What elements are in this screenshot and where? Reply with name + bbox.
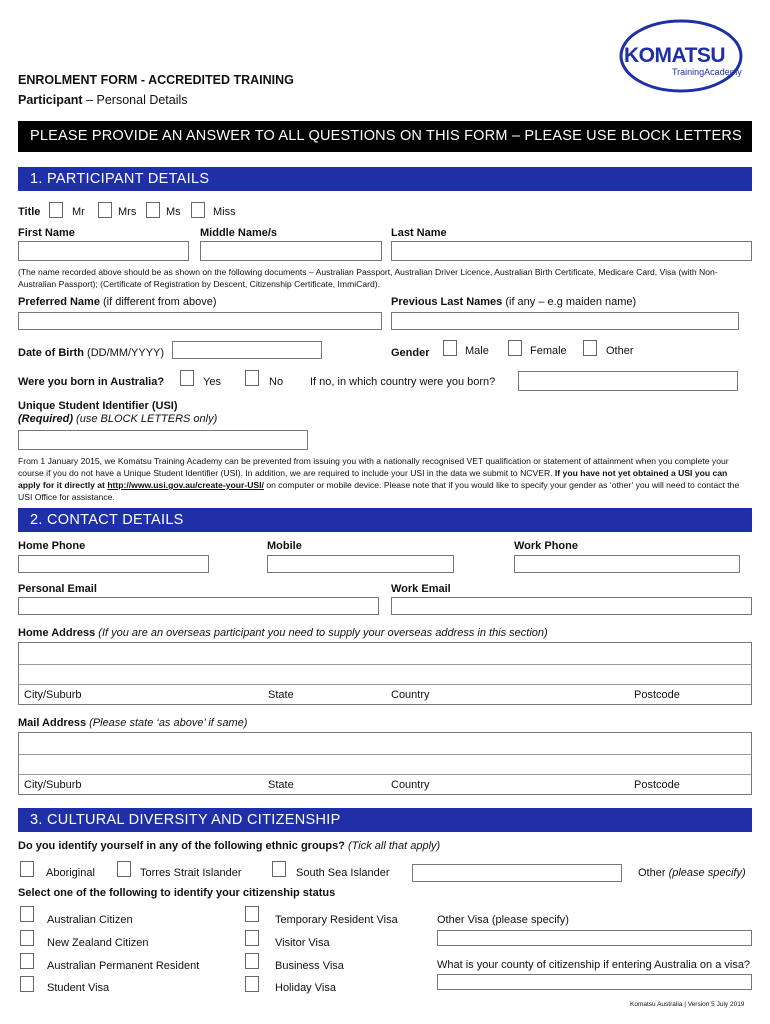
permanent-resident-label: Australian Permanent Resident — [47, 960, 200, 972]
mail-postcode-label: Postcode — [634, 779, 680, 791]
logo-brand: KOMATSU — [624, 44, 726, 67]
home-postcode-label: Postcode — [634, 689, 680, 701]
usi-field[interactable] — [18, 430, 308, 450]
gender-male-label: Male — [465, 345, 489, 357]
temporary-resident-label: Temporary Resident Visa — [275, 914, 398, 926]
home-address-divider-2 — [19, 684, 751, 685]
mail-address-bold: Mail Address — [18, 717, 87, 729]
last-name-label: Last Name — [391, 227, 447, 239]
born-yes-checkbox[interactable] — [180, 370, 194, 386]
mail-city-label: City/Suburb — [24, 779, 82, 791]
usi-text-bold: If you have not yet obtained a USI you can apply for it directly at — [18, 468, 728, 490]
home-address-bold: Home Address — [18, 627, 96, 639]
other-visa-field[interactable] — [437, 930, 752, 946]
ethnic-question-note: (Tick all that apply) — [344, 840, 441, 852]
dob-label — [18, 347, 164, 359]
personal-email-field[interactable] — [18, 597, 379, 615]
work-phone-field[interactable] — [514, 555, 740, 573]
mobile-field[interactable] — [267, 555, 454, 573]
previous-names-label — [391, 296, 636, 308]
komatsu-logo — [618, 18, 744, 94]
australian-citizen-checkbox[interactable] — [20, 906, 34, 922]
usi-title: Unique Student Identifier (USI) — [18, 400, 178, 412]
name-documents-note: (The name recorded above should be as shown on the following documents – Australian Passport, Australian Driver Licence, Australian Birth Certificate, Medicare Card, Visa (with Non-Australian Passport); (Certificate of Registration by Descent, Citizenship Certificate, ImmiCard). — [18, 267, 718, 289]
aboriginal-checkbox[interactable] — [20, 861, 34, 877]
gender-female-label: Female — [530, 345, 567, 357]
mail-address-divider — [19, 754, 751, 755]
citizenship-country-question: What is your county of citizenship if entering Australia on a visa? — [437, 959, 751, 971]
preferred-name-label — [18, 296, 217, 308]
permanent-resident-checkbox[interactable] — [20, 953, 34, 969]
form-title: ENROLMENT FORM - ACCREDITED TRAINING — [18, 73, 294, 87]
preferred-name-field[interactable] — [18, 312, 382, 330]
section-2-heading: 2. CONTACT DETAILS — [18, 508, 752, 532]
title-ms-label: Ms — [166, 206, 181, 218]
dob-field[interactable] — [172, 341, 322, 359]
nz-citizen-label: New Zealand Citizen — [47, 937, 149, 949]
personal-email-label: Personal Email — [18, 583, 97, 595]
mail-country-label: Country — [391, 779, 430, 791]
nz-citizen-checkbox[interactable] — [20, 930, 34, 946]
home-address-label — [18, 627, 548, 639]
south-sea-label: South Sea Islander — [296, 867, 390, 879]
usi-link[interactable]: http://www.usi.gov.au/create-your-USI/ — [107, 480, 264, 490]
temporary-resident-checkbox[interactable] — [245, 906, 259, 922]
preferred-name-note: (if different from above) — [99, 296, 217, 308]
birth-country-field[interactable] — [518, 371, 738, 391]
business-visa-label: Business Visa — [275, 960, 344, 972]
ethnic-question — [18, 840, 440, 852]
dob-bold: Date of Birth — [18, 347, 84, 359]
gender-male-checkbox[interactable] — [443, 340, 457, 356]
title-mr-label: Mr — [72, 206, 85, 218]
business-visa-checkbox[interactable] — [245, 953, 259, 969]
usi-required-bold: (Required) — [18, 413, 73, 425]
citizenship-country-field[interactable] — [437, 974, 752, 990]
home-address-note: (If you are an overseas participant you need to supply your overseas address in this section) — [95, 627, 548, 639]
previous-names-bold: Previous Last Names — [391, 296, 503, 308]
gender-other-label: Other — [606, 345, 634, 357]
section-1-heading: 1. PARTICIPANT DETAILS — [18, 167, 752, 191]
title-mr-checkbox[interactable] — [49, 202, 63, 218]
torres-strait-checkbox[interactable] — [117, 861, 131, 877]
home-country-label: Country — [391, 689, 430, 701]
born-in-australia-label: Were you born in Australia? — [18, 376, 165, 388]
first-name-field[interactable] — [18, 241, 189, 261]
holiday-visa-checkbox[interactable] — [245, 976, 259, 992]
subtitle-bold: Participant — [18, 93, 83, 107]
form-subtitle — [18, 93, 188, 107]
other-ethnic-label — [638, 867, 746, 879]
other-ethnic-field[interactable] — [412, 864, 622, 882]
mail-address-note: (Please state ‘as above’ if same) — [86, 717, 248, 729]
block-letters-notice: PLEASE PROVIDE AN ANSWER TO ALL QUESTIONS ON THIS FORM – PLEASE USE BLOCK LETTERS — [18, 121, 752, 152]
title-miss-label: Miss — [213, 206, 236, 218]
preferred-name-bold: Preferred Name — [18, 296, 100, 308]
other-ethnic-text: Other — [638, 867, 669, 879]
australian-citizen-label: Australian Citizen — [47, 914, 133, 926]
ethnic-question-bold: Do you identify yourself in any of the following ethnic groups? — [18, 840, 345, 852]
title-ms-checkbox[interactable] — [146, 202, 160, 218]
other-ethnic-note: (please specify) — [668, 867, 746, 879]
student-visa-label: Student Visa — [47, 982, 110, 994]
gender-other-checkbox[interactable] — [583, 340, 597, 356]
title-label: Title — [18, 206, 41, 218]
gender-female-checkbox[interactable] — [508, 340, 522, 356]
first-name-label: First Name — [18, 227, 75, 239]
gender-label: Gender — [391, 347, 430, 359]
other-visa-label: Other Visa (please specify) — [437, 914, 569, 926]
mail-address-label — [18, 717, 247, 729]
work-phone-label: Work Phone — [514, 540, 578, 552]
work-email-label: Work Email — [391, 583, 451, 595]
visitor-visa-checkbox[interactable] — [245, 930, 259, 946]
section-3-heading: 3. CULTURAL DIVERSITY AND CITIZENSHIP — [18, 808, 752, 832]
last-name-field[interactable] — [391, 241, 752, 261]
usi-text-1: From 1 January 2015, we Komatsu Training Academy can be prevented from issuing you with a nationally recognised VET qualification or statement of attainment when you complete your course if you do not have a Unique Student Identifier (USI). In addition, we are required to include your USI in the data we submit to NCVER. — [18, 456, 729, 478]
usi-required-note: (use BLOCK LETTERS only) — [73, 413, 218, 425]
holiday-visa-label: Holiday Visa — [275, 982, 336, 994]
mail-address-divider-2 — [19, 774, 751, 775]
usi-explanation — [18, 455, 752, 503]
middle-name-field[interactable] — [200, 241, 382, 261]
home-phone-label: Home Phone — [18, 540, 86, 552]
title-miss-checkbox[interactable] — [191, 202, 205, 218]
previous-names-note: (if any – e.g maiden name) — [502, 296, 637, 308]
south-sea-checkbox[interactable] — [272, 861, 286, 877]
home-phone-field[interactable] — [18, 555, 209, 573]
torres-strait-label: Torres Strait Islander — [140, 867, 242, 879]
visitor-visa-label: Visitor Visa — [275, 937, 330, 949]
citizenship-question: Select one of the following to identify your citizenship status — [18, 887, 336, 899]
middle-name-label: Middle Name/s — [200, 227, 278, 239]
usi-text-2: on computer or mobile device. Please note that if you would like to specify your gender as ‘other’ you will need to contact the USI Office for assistance. — [18, 480, 740, 502]
birth-country-question: If no, in which country were you born? — [310, 376, 496, 388]
home-address-divider — [19, 664, 751, 665]
usi-required — [18, 413, 217, 425]
work-email-field[interactable] — [391, 597, 752, 615]
title-mrs-label: Mrs — [118, 206, 137, 218]
born-yes-label: Yes — [203, 376, 221, 388]
logo-subtitle: TrainingAcademy — [672, 67, 742, 77]
mail-state-label: State — [268, 779, 294, 791]
mobile-label: Mobile — [267, 540, 302, 552]
born-no-checkbox[interactable] — [245, 370, 259, 386]
student-visa-checkbox[interactable] — [20, 976, 34, 992]
subtitle-rest: – Personal Details — [82, 93, 188, 107]
dob-format: (DD/MM/YYYY) — [84, 347, 165, 359]
aboriginal-label: Aboriginal — [46, 867, 95, 879]
footer-version: Komatsu Australia | Version 5 July 2019 — [630, 1001, 745, 1008]
home-city-label: City/Suburb — [24, 689, 82, 701]
born-no-label: No — [269, 376, 284, 388]
home-state-label: State — [268, 689, 294, 701]
title-mrs-checkbox[interactable] — [98, 202, 112, 218]
previous-names-field[interactable] — [391, 312, 739, 330]
